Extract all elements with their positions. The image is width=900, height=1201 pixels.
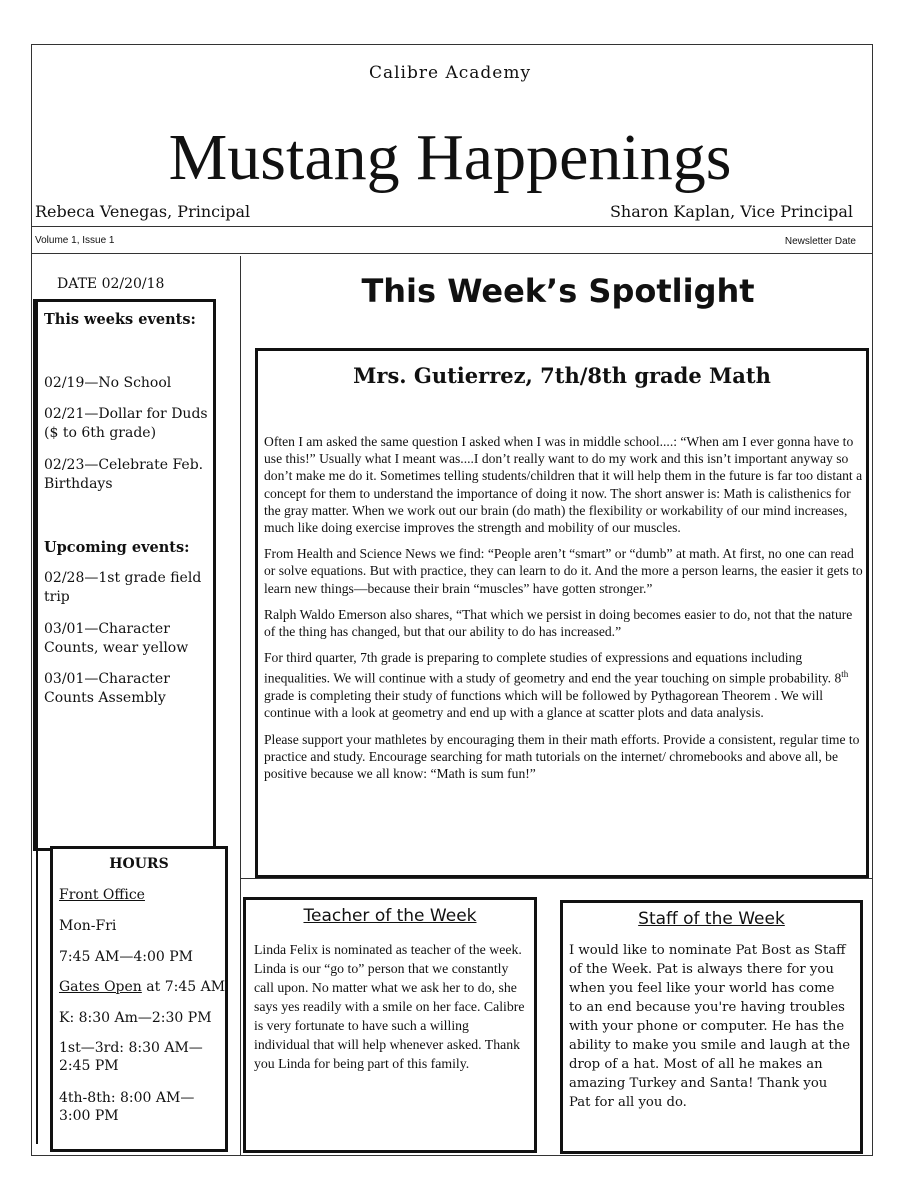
- front-office-label: Front Office: [59, 887, 145, 903]
- fourth-eighth-hours: 4th-8th: 8:00 AM—3:00 PM: [59, 1090, 195, 1124]
- article-paragraph: Please support your mathletes by encouraging them in their math efforts. Provide a consistent, regular time to practice and study. Encourage searching for math tutorials on the internet/ chromebooks and above all, be positive because we all know: “Math is sum fun!”: [264, 731, 860, 781]
- header-divider-2: [31, 253, 873, 254]
- header-divider-1: [31, 226, 873, 227]
- newsletter-masthead: Mustang Happenings: [168, 121, 732, 194]
- gates-open: [59, 978, 225, 996]
- this-week-heading: This weeks events:: [44, 311, 196, 328]
- staff-of-week-body: I would like to nominate Pat Bost as Staff of the Week. Pat is always there for you when you feel like your world has come to an end because you're having troubles with your phone or computer. He has the ability to make you smile and laugh at the drop of a hat. Most of all he makes an amazing Turkey and Santa! Thank you Pat for all you do.: [569, 943, 851, 1110]
- event-item: 03/01—Character Counts Assembly: [44, 671, 170, 706]
- event-item: 02/23—Celebrate Feb. Birthdays: [44, 457, 204, 492]
- event-item: 02/19—No School: [44, 375, 172, 391]
- spotlight-article: [255, 348, 869, 878]
- paragraph-part: For third quarter, 7th grade is preparing to complete studies of expressions and equations including inequalities. We will continue with a study of geometry and end the year touching on simple probability. 8: [264, 650, 842, 686]
- hours-title: HOURS: [109, 856, 169, 872]
- staff-of-week-box: [560, 900, 863, 1154]
- kinder-hours: K: 8:30 Am—2:30 PM: [59, 1010, 212, 1026]
- frame-bottom-line: [31, 1155, 873, 1156]
- office-days: Mon-Fri: [59, 918, 117, 934]
- article-paragraph: From Health and Science News we find: “People aren’t “smart” or “dumb” at math. At first, no one can read or solve equations. But with practice, they can learn to do it. And the more a person learns, the easier it gets to learn new things—because their brain “muscles” have gotten stronger.”: [264, 546, 863, 596]
- upcoming-heading: Upcoming events:: [44, 539, 190, 556]
- teacher-of-week-body: Linda Felix is nominated as teacher of the week. Linda is our “go to” person that we constantly call upon. No matter what we ask her to do, she says yes readily with a smile on her face. Calibre is very fortunate to have such a willing individual that will help whenever asked. Thank you Linda for being part of this family.: [254, 942, 525, 1071]
- article-paragraph: Ralph Waldo Emerson also shares, “That which we persist in doing becomes easier to do, not that the nature of the thing has changed, but that our ability to do has increased.”: [264, 606, 853, 640]
- gates-time: at 7:45 AM: [141, 979, 226, 995]
- first-third-hours: 1st—3rd: 8:30 AM—2:45 PM: [59, 1040, 203, 1074]
- events-box: [33, 299, 216, 851]
- issue-date: DATE 02/20/18: [57, 276, 165, 292]
- vice-principal-name: Sharon Kaplan, Vice Principal: [609, 202, 853, 221]
- principal-name: Rebeca Venegas, Principal: [35, 202, 251, 221]
- article-paragraph: [264, 649, 864, 721]
- frame-left-line: [31, 44, 32, 1156]
- staff-of-week-title: Staff of the Week: [638, 909, 785, 929]
- column-divider: [240, 256, 241, 1156]
- article-title: Mrs. Gutierrez, 7th/8th grade Math: [353, 363, 771, 388]
- frame-right-line: [872, 44, 873, 1156]
- article-body: [264, 433, 864, 791]
- newsletter-date: Newsletter Date: [784, 236, 856, 247]
- event-item: 02/28—1st grade field trip: [44, 570, 202, 605]
- school-name: Calibre Academy: [368, 63, 532, 83]
- volume-issue: Volume 1, Issue 1: [35, 235, 115, 246]
- hours-box: [50, 846, 228, 1152]
- spotlight-bottom-divider: [240, 878, 873, 879]
- teacher-of-week-box: [243, 897, 537, 1153]
- event-item: 03/01—Character Counts, wear yellow: [44, 621, 189, 656]
- spotlight-title: This Week’s Spotlight: [361, 272, 755, 310]
- event-item: 02/21—Dollar for Duds ($ to 6th grade): [44, 406, 208, 441]
- article-paragraph: Often I am asked the same question I asked when I was in middle school....: “When am I ever gonna have to use this!” Usually what I meant was....I don’t really want to do my work and this isn’t important anyway so don’t make me do it. Sometimes telling students/children that it will help them in the future is far too distant a concept for them to understand the importance of doing it now. The short answer is: Math is calisthenics for the gray matter. When we work out our brain (do math) the flexibility or workability of our mind increases, much like doing exercise improves the strength and mobility of our muscles.: [264, 434, 863, 536]
- gates-label: Gates Open: [59, 979, 142, 995]
- frame-top-line: [31, 44, 873, 45]
- office-time: 7:45 AM—4:00 PM: [59, 949, 193, 965]
- paragraph-part: grade is completing their study of functions which will be followed by Pythagorean Theorem . We will continue with a look at geometry and end up with a glance at scatter plots and data analysis.: [264, 688, 824, 721]
- ordinal-suffix: th: [841, 669, 849, 680]
- teacher-of-week-title: Teacher of the Week: [303, 906, 477, 926]
